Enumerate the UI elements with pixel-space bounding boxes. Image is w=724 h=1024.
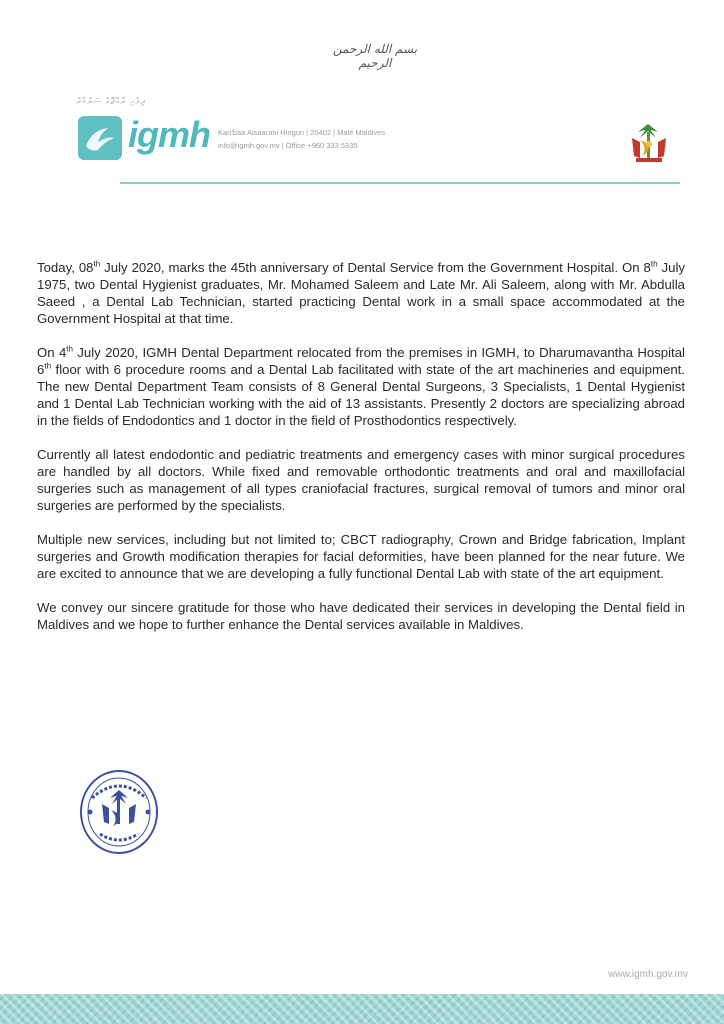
paragraph-gratitude: We convey our sincere gratitude for those who have dedicated their services in developing the Dental field in Maldives and we hope to further enhance the Dental services available in Maldives.: [37, 600, 685, 632]
paragraph-new-services: Multiple new services, including but not limited to; CBCT radiography, Crown and Bridge fabrication, Implant surgeries and Growth modification therapies for facial deformities, have been planned for the near future. We are excited to announce that we are developing a fully functional Dental Lab with state of the art equipment.: [37, 532, 685, 581]
contact-line: info@igmh.gov.mv | Office +960 333 5335: [218, 141, 358, 150]
maldives-emblem-icon: [628, 118, 670, 166]
igmh-logo-icon: [78, 116, 122, 160]
paragraph-relocation: On 4th July 2020, IGMH Dental Department relocated from the premises in IGMH, to Dharumavantha Hospital 6th floor with 6 procedure rooms and a Dental Lab facilitated with state of the art machineries and equipment. The new Dental Department Team consists of 8 General Dental Surgeons, 3 Specialists, 1 Dental Hygienist and 1 Dental Lab Technician working with the aid of 13 assistants. Presently 2 doctors are specializing abroad in the fields of Endodontics and 1 doctor in the field of Prosthodontics respectively.: [37, 344, 685, 428]
dhivehi-hospital-name: ދިވެހި ރާއްޖޭގެ ސަރުކާރު: [76, 96, 147, 106]
paragraph-treatments: Currently all latest endodontic and pediatric treatments and emergency cases with minor surgical procedures are handled by all doctors. While fixed and removable orthodontic treatments and oral and maxillofacial surgeries such as management of all types craniofacial fractures, surgical removal of tumors and minor oral surgeries are performed by the specialists.: [37, 447, 685, 513]
footer-website: www.igmh.gov.mv: [608, 969, 688, 980]
bismillah-calligraphy: بسم الله الرحمن الرحيم: [332, 42, 418, 70]
address-line: Kan'baa Aisaarani Hingun | 20402 | Malé Maldives: [218, 128, 386, 137]
header-divider: [120, 182, 680, 184]
paragraph-anniversary: Today, 08th July 2020, marks the 45th anniversary of Dental Service from the Government Hospital. On 8th July 1975, two Dental Hygienist graduates, Mr. Mohamed Saleem and Late Mr. Ali Saleem, along with Mr. Abdulla Saeed , a Dental Lab Technician, started practicing Dental work in a small space accommodated at the Government Hospital at that time.: [37, 259, 685, 326]
letter-body: [37, 259, 685, 650]
official-seal-stamp: [78, 768, 160, 856]
footer-pattern-band: [0, 994, 724, 1024]
igmh-logo-text: igmh: [128, 114, 210, 155]
